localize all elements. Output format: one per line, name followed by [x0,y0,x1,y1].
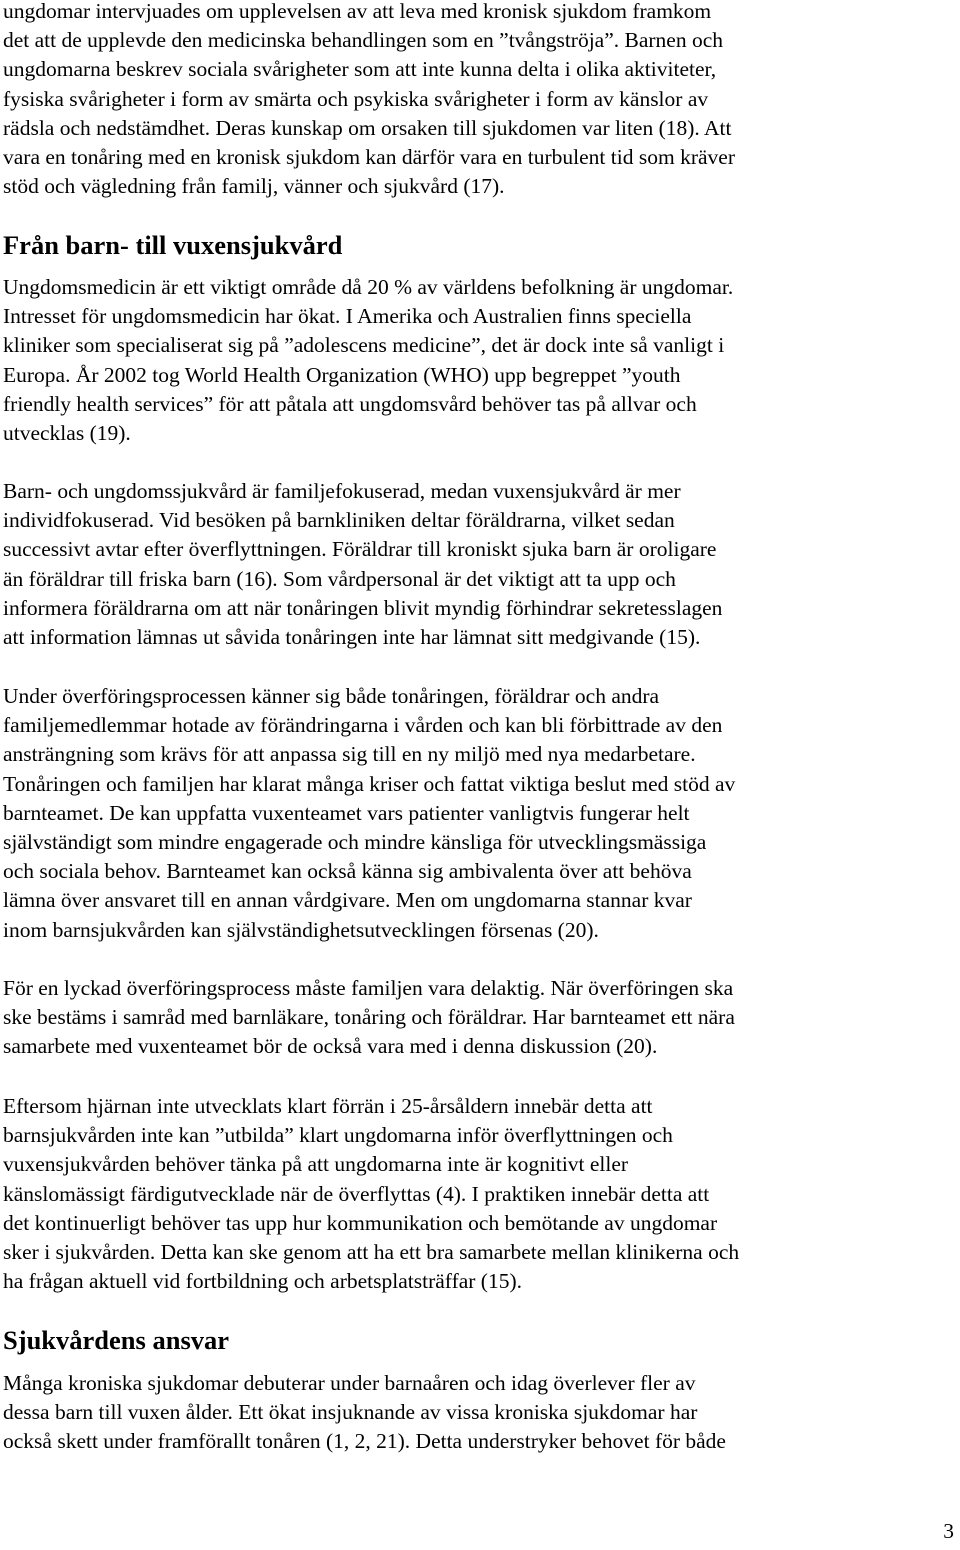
section-heading-healthcare-responsibility: Sjukvårdens ansvar [3,1325,230,1355]
paragraph-successful-transfer: För en lyckad överföringsprocess måste familjen vara delaktig. När överföringen ska ske bestäms i samråd med barnläkare, tonåring och föräldrar. Har barnteamet ett nära samarbete med vuxenteamet bör de också vara med i denna diskussion (20). [3,976,735,1059]
section-heading-transition: Från barn- till vuxensjukvård [3,230,343,260]
paragraph-adolescent-medicine: Ungdomsmedicin är ett viktigt område då 20 % av världens befolkning är ungdomar. Intresset för ungdomsmedicin har ökat. I Amerika och Australien finns speciella kliniker som specialiserat sig på ”adolescens medicine”, det är dock inte så vanligt i Europa. År 2002 tog World Health Organization (WHO) upp begreppet ”youth friendly health services” för att påtala att ungdomsvård behöver tas på allvar och utvecklas (19). [3,275,734,446]
intro-paragraph: ungdomar intervjuades om upplevelsen av att leva med kronisk sjukdom framkom det att de upplevde den medicinska behandlingen som en ”tvångströja”. Barnen och ungdomarna beskrev sociala svårigheter som att inte kunna delta i olika aktiviteter, fysiska svårigheter i form av smärta och psykiska svårigheter i form av känslor av rädsla och nedstämdhet. Deras kunskap om orsaken till sjukdomen var liten (18). Att vara en tonåring med en kronisk sjukdom kan därför vara en turbulent tid som kräver stöd och vägledning från familj, vänner och sjukvård (17). [3,0,735,199]
page-number: 3 [943,1519,954,1543]
paragraph-brain-development: Eftersom hjärnan inte utvecklats klart förrän i 25-årsåldern innebär detta att barnsjukvården inte kan ”utbilda” klart ungdomarna inför överflyttningen och vuxensjukvården behöver tänka på att ungdomarna inte är kognitivt eller känslomässigt färdigutvecklade när de överflyttas (4). I praktiken innebär detta att det kontinuerligt behöver tas upp hur kommunikation och bemötande av ungdomar sker i sjukvården. Detta kan ske genom att ha ett bra samarbete mellan klinikerna och ha frågan aktuell vid fortbildning och arbetsplatsträffar (15). [3,1094,740,1294]
paragraph-family-focus: Barn- och ungdomssjukvård är familjefokuserad, medan vuxensjukvård är mer individfokuserad. Vid besöken på barnkliniken deltar föräldrarna, vilket sedan successivt avtar efter överflyttningen. Föräldrar till kroniskt sjuka barn är oroligare än föräldrar till friska barn (16). Som vårdpersonal är det viktigt att ta upp och informera föräldrarna om att när tonåringen blivit myndig förhindrar sekretesslagen att information lämnas ut såvida tonåringen inte har lämnat sitt medgivande (15). [3,479,723,650]
paragraph-chronic-diseases: Många kroniska sjukdomar debuterar under barnaåren och idag överlever fler av dessa barn till vuxen ålder. Ett ökat insjuknande av vissa kroniska sjukdomar har också skett under framförallt tonåren (1, 2, 21). Detta understryker behovet för både [3,1371,726,1454]
paragraph-transfer-process: Under överföringsprocessen känner sig både tonåringen, föräldrar och andra familjemedlemmar hotade av förändringarna i vården och kan bli förbittrade av den ansträngning som krävs för att anpassa sig till en ny miljö med nya medarbetare. Tonåringen och familjen har klarat många kriser och fattat viktiga beslut med stöd av barnteamet. De kan uppfatta vuxenteamet vars patienter vanligtvis fungerar helt självständigt som mindre engagerade och mindre känsliga för utvecklingsmässiga och sociala behov. Barnteamet kan också känna sig ambivalenta över att behöva lämna över ansvaret till en annan vårdgivare. Men om ungdomarna stannar kvar inom barnsjukvården kan självständighetsutvecklingen försenas (20). [3,684,736,942]
